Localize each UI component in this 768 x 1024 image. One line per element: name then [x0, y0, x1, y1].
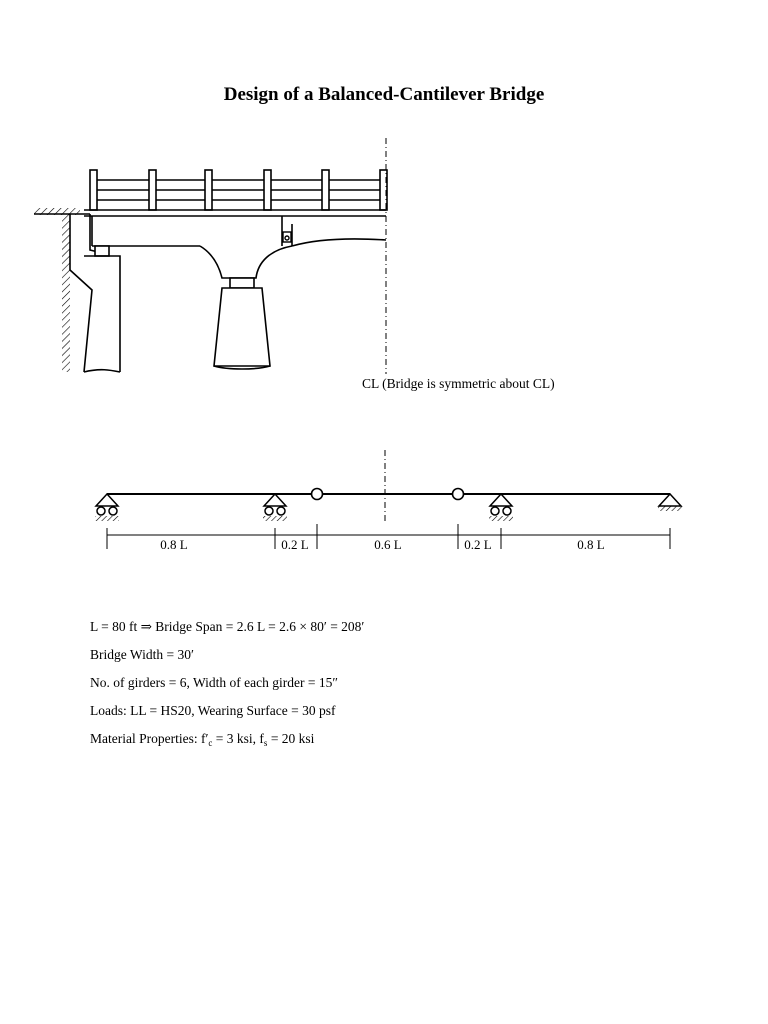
dimension-label: 0.6 L	[374, 537, 402, 552]
span-spec: L = 80 ft ⇒ Bridge Span = 2.6 L = 2.6 × 80′ = 208′	[90, 619, 365, 634]
center-line-note: CL (Bridge is symmetric about CL)	[362, 376, 555, 391]
roller-support-1	[95, 494, 119, 521]
design-specs	[90, 618, 364, 763]
material-spec	[90, 730, 364, 752]
loads-spec: Loads: LL = HS20, Wearing Surface = 30 psf	[90, 703, 336, 718]
material-suffix: = 20 ksi	[267, 731, 315, 746]
roller-support-2	[263, 494, 287, 521]
subscript-s: s	[263, 738, 268, 748]
dimension-label: 0.8 L	[577, 537, 605, 552]
hinge-right	[453, 489, 464, 500]
width-spec: Bridge Width = 30′	[90, 647, 194, 662]
material-prefix: Material Properties: f′	[90, 731, 209, 746]
dimension-label: 0.2 L	[281, 537, 309, 552]
pin-support	[658, 494, 682, 511]
girders-spec: No. of girders = 6, Width of each girder = 15″	[90, 675, 338, 690]
hinge-left	[312, 489, 323, 500]
subscript-c: c	[208, 738, 213, 748]
dimension-label: 0.2 L	[464, 537, 492, 552]
roller-support-3	[489, 494, 513, 521]
material-mid: = 3 ksi, f	[212, 731, 264, 746]
page-title: Design of a Balanced-Cantilever Bridge	[223, 84, 545, 105]
dimension-label: 0.8 L	[160, 537, 188, 552]
